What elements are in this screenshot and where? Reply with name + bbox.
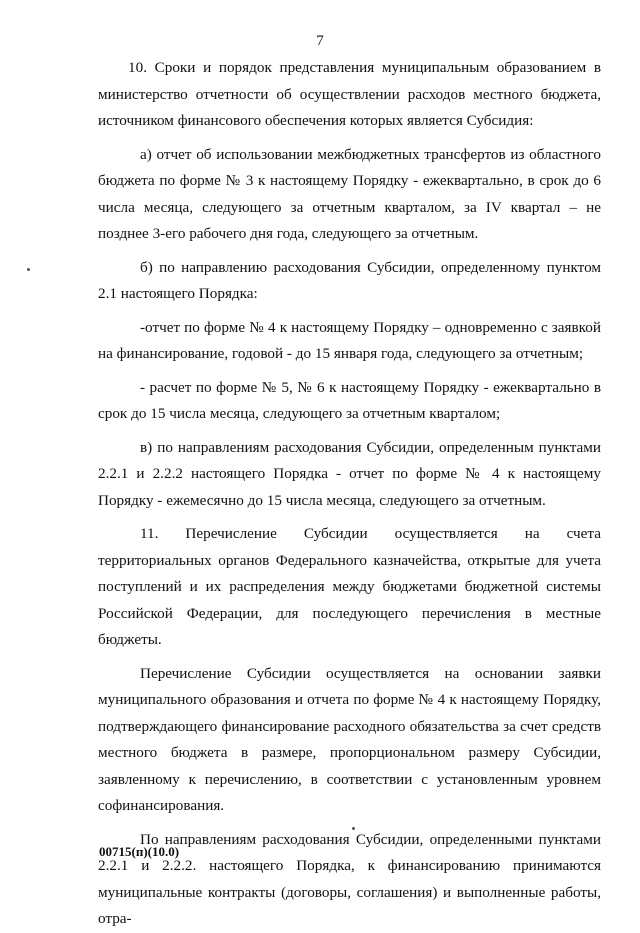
document-body xyxy=(98,55,601,933)
paragraph-11-transfer-basis: Перечисление Субсидии осуществляется на основании заявки муниципального образования и отчета по форме № 4 к настоящему Порядку, подтверждающего финансирование расходного обязательства за счет средств местного бюджета в размере, пропорциональном размеру Субсидии, заявленному к перечислению, в соответствии с установленным уровнем софинансирования. xyxy=(98,664,601,814)
bottom-dot-mark xyxy=(352,827,355,830)
paragraph-11-contracts: По направлениям расходования Субсидии, определенными пунктами 2.2.1 и 2.2.2. настоящего Порядка, к финансированию принимаются муниципальные контракты (договоры, соглашения) и выполненные работы, отра- xyxy=(98,830,601,927)
margin-dot-mark xyxy=(27,268,30,271)
paragraph-10b-report: -отчет по форме № 4 к настоящему Порядку – одновременно с заявкой на финансирование, годовой - до 15 января года, следующего за отчетным; xyxy=(98,318,601,362)
paragraph-10: 10. Сроки и порядок представления муниципальным образованием в министерство отчетности об осуществлении расходов местного бюджета, источником финансового обеспечения которых является Субсидия: xyxy=(98,59,601,129)
page-number: 7 xyxy=(316,33,324,49)
paragraph-10a: а) отчет об использовании межбюджетных трансфертов из областного бюджета по форме № 3 к настоящему Порядку - ежеквартально, в срок до 6 числа месяца, следующего за отчетным кварталом, за IV квартал – не позднее 3-его рабочего дня года, следующего за отчетным. xyxy=(98,145,601,242)
paragraph-10b: б) по направлению расходования Субсидии, определенному пунктом 2.1 настоящего Порядка: xyxy=(98,258,601,302)
paragraph-11: 11. Перечисление Субсидии осуществляется на счета территориальных органов Федерального казначейства, открытые для учета поступлений и их распределения между бюджетами бюджетной системы Российской Федерации, для последующего перечисления в местные бюджеты. xyxy=(98,525,601,648)
document-code: 00715(п)(10.0) xyxy=(99,844,180,859)
paragraph-10v: в) по направлениям расходования Субсидии, определенным пунктами 2.2.1 и 2.2.2 настоящего Порядка - отчет по форме № 4 к настоящему Порядку - ежемесячно до 15 числа месяца, следующего за отчетным. xyxy=(98,438,601,509)
paragraph-10b-calc: - расчет по форме № 5, № 6 к настоящему Порядку - ежеквартально в срок до 15 числа месяца, следующего за отчетным кварталом; xyxy=(98,378,601,422)
